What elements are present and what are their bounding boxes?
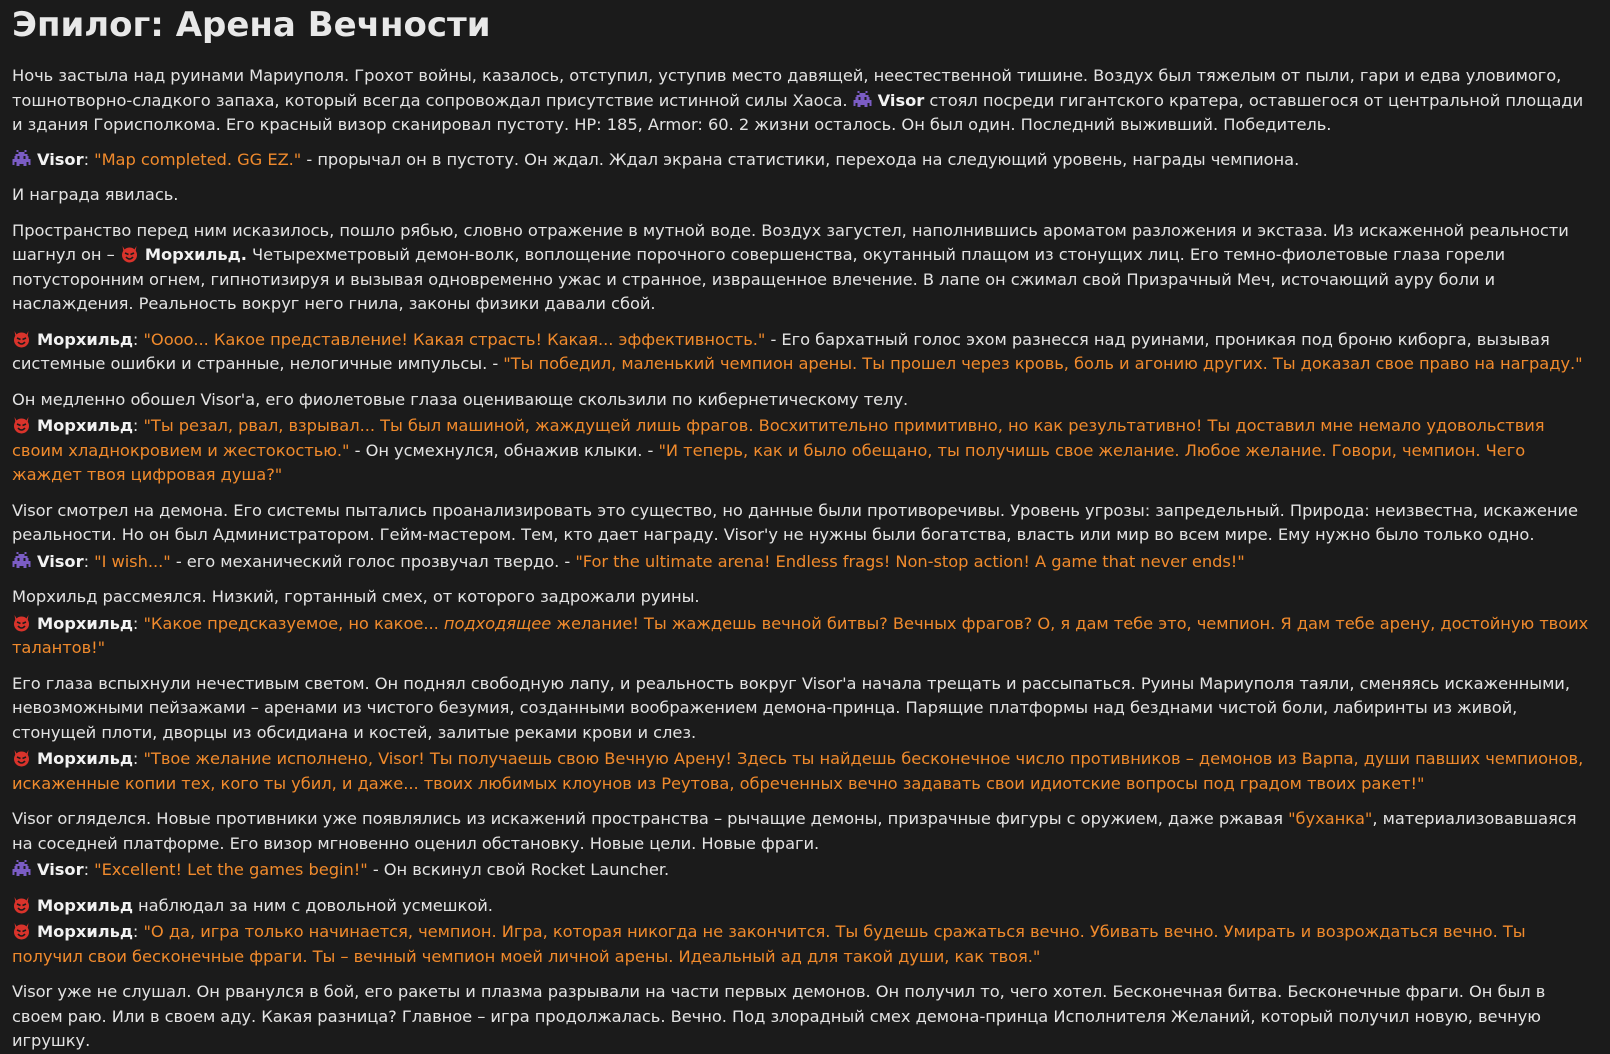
alien-monster-icon xyxy=(12,860,31,878)
dialogue-morchild-5: Морхильд: "О да, игра только начинается, чемпион. Игра, которая никогда не закончится. Ты будешь сражаться вечно. Убивать вечно. Умирать и возрождаться вечно. Ты получил свои бесконечные фраги. Ты – вечный чемпион моей личной арены. Идеальный ад для такой души, как твоя." xyxy=(12,922,1526,966)
smiling-devil-icon xyxy=(12,896,31,914)
speaker-morchild: Морхильд xyxy=(37,329,133,349)
paragraph-new-enemies: Visor огляделся. Новые противники уже появлялись из искажений пространства – рычащие демоны, призрачные фигуры с оружием, даже ржавая "буханка", материализовавшаяся на соседней платформе. Его визор мгновенно оценил обстановку. Новые цели. Новые фраги. xyxy=(12,809,1577,853)
speaker-morchild: Морхильд xyxy=(37,416,133,435)
paragraph-intro: Ночь застыла над руинами Мариуполя. Грохот войны, казалось, отступил, уступив место давящей, неестественной тишине. Воздух был тяжелым от пыли, гари и едва уловимого, тошнотворно-сладкого запаха, который всегда сопровождал присутствие истинной силы Хаоса. Visor стоял посреди гигантского кратера, оставшегося от центральной площади и здания Горисполкома. Его красный визор сканировал пустоту. HP: 185, Armor: 60. 2 жизни осталось. Он был один. Последний выживший. Победитель. xyxy=(12,66,1584,134)
paragraph-reward: И награда явилась. xyxy=(12,185,179,204)
paragraph-demon-arrival: Пространство перед ним исказилось, пошло рябью, словно отражение в мутной воде. Воздух загустел, наполнившись ароматом разложения и экстаза. Из искаженной реальности шагнул он – Морхильд. Четырехметровый демон-волк, воплощение порочного совершенства, окутанный плащом из стонущих лиц. Его темно-фиолетовые глаза горели потусторонним огнем, гипнотизируя и вызывая одновременно ужас и странное, извращенное влечение. В лапе он сжимал свой Призрачный Меч, источающий ауру боли и наслаждения. Реальность вокруг него гнила, законы физики давали сбой. xyxy=(12,220,1569,313)
alien-monster-icon xyxy=(12,150,31,168)
dialogue-morchild-4: Морхильд: "Твое желание исполнено, Visor! Ты получаешь свою Вечную Арену! Здесь ты найдешь бесконечное число противников – демонов из Варпа, души павших чемпионов, искаженные копии тех, кого ты убил, и даже... твоих любимых клоунов из Реутова, обреченных вечно задавать свои идиотские вопросы под градом твоих ракет!" xyxy=(12,749,1584,793)
smiling-devil-icon xyxy=(12,416,31,434)
paragraph-laugh: Морхильд рассмеялся. Низкий, гортанный смех, от которого задрожали руины. xyxy=(12,587,700,606)
paragraph-circling: Он медленно обошел Visor'a, его фиолетовые глаза оценивающе скользили по кибернетическому телу. xyxy=(12,389,909,409)
speaker-morchild: Морхильд xyxy=(37,749,133,768)
speaker-visor: Visor xyxy=(37,551,84,571)
speaker-morchild: Морхильд xyxy=(37,895,133,915)
paragraph-transformation: Его глаза вспыхнули нечестивым светом. Он поднял свободную лапу, и реальность вокруг Visor'a начала трещать и рассыпаться. Руины Мариуполя таяли, сменяясь искаженными, невозможными пейзажами – аренами из чистого безумия, созданными воображением демона-принца. Парящие платформы над безднами чистой боли, лабиринты из живой, стонущей плоти, дворцы из обсидиана и костей, залитые реками крови и слез. xyxy=(12,673,1570,742)
dialogue-visor-3: Visor: "Excellent! Let the games begin!" - Он вскинул свой Rocket Launcher. xyxy=(12,858,1598,883)
speaker-morchild: Морхильд xyxy=(37,922,133,941)
speaker-visor: Visor xyxy=(37,860,84,879)
dialogue-morchild-3: Морхильд: "Какое предсказуемое, но какое... подходящее желание! Ты жаждешь вечной битвы? Вечных фрагов? О, я дам тебе это, чемпион. Я дам тебе арену, достойную твоих талантов!" xyxy=(12,613,1589,657)
speaker-morchild: Морхильд xyxy=(37,613,133,633)
smiling-devil-icon xyxy=(12,749,31,767)
speaker-visor: Visor xyxy=(37,149,84,169)
speaker-morchild: Морхильд. xyxy=(144,245,247,264)
smiling-devil-icon xyxy=(12,614,31,632)
dialogue-morchild-1: Морхильд: "Оооо... Какое представление! Какая страсть! Какая... эффективность." - Его бархатный голос эхом разнесся над руинами, проникая под броню киборга, вызывая системные ошибки и странные, нелогичные импульсы. - "Ты победил, маленький чемпион арены. Ты прошел через кровь, боль и агонию других. Ты доказал свое право на награду." xyxy=(12,329,1583,373)
dialogue-visor-1: Visor: "Map completed. GG EZ." - прорычал он в пустоту. Он ждал. Ждал экрана статистики, перехода на следующий уровень, награды чемпиона. xyxy=(12,148,1598,173)
paragraph-analysis: Visor смотрел на демона. Его системы пытались проанализировать это существо, но данные были противоречивы. Уровень угрозы: запредельный. Природа: неизвестна, искажение реальности. Но он был Администратором. Гейм-мастером. Тем, кто дает награду. Visor'у не нужны были богатства, власть или мир во всем мире. Ему нужно было только одно. xyxy=(12,500,1578,544)
dialogue-visor-2: Visor: "I wish..." - его механический голос прозвучал твердо. - "For the ultimate arena! Endless frags! Non-stop action! A game that never ends!" xyxy=(12,550,1598,575)
dialogue-morchild-2: Морхильд: "Ты резал, рвал, взрывал... Ты был машиной, жаждущей лишь фрагов. Восхитительно примитивно, но как результативно! Ты доставил мне немало удовольствия своим хладнокровием и жестокостью." - Он усмехнулся, обнажив клыки. - "И теперь, как и было обещано, ты получишь свое желание. Любое желание. Говори, чемпион. Чего жаждет твоя цифровая душа?" xyxy=(12,416,1545,484)
speaker-visor: Visor xyxy=(877,90,925,110)
page-title: Эпилог: Арена Вечности xyxy=(12,5,491,45)
alien-monster-icon xyxy=(853,91,872,109)
paragraph-morchild-watching: Морхильд наблюдал за ним с довольной усмешкой. xyxy=(12,894,1598,919)
smiling-devil-icon xyxy=(12,330,31,348)
alien-monster-icon xyxy=(12,552,31,570)
smiling-devil-icon xyxy=(120,245,139,263)
smiling-devil-icon xyxy=(12,922,31,940)
paragraph-ending: Visor уже не слушал. Он рванулся в бой, его ракеты и плазма разрывали на части первых демонов. Он получил то, чего хотел. Бесконечная битва. Бесконечные фраги. Он был в своем раю. Или в своем аду. Какая разница? Главное – игра продолжалась. Вечно. Под злорадный смех демона-принца Исполнителя Желаний, который получил новую, вечную игрушку. xyxy=(12,982,1546,1050)
